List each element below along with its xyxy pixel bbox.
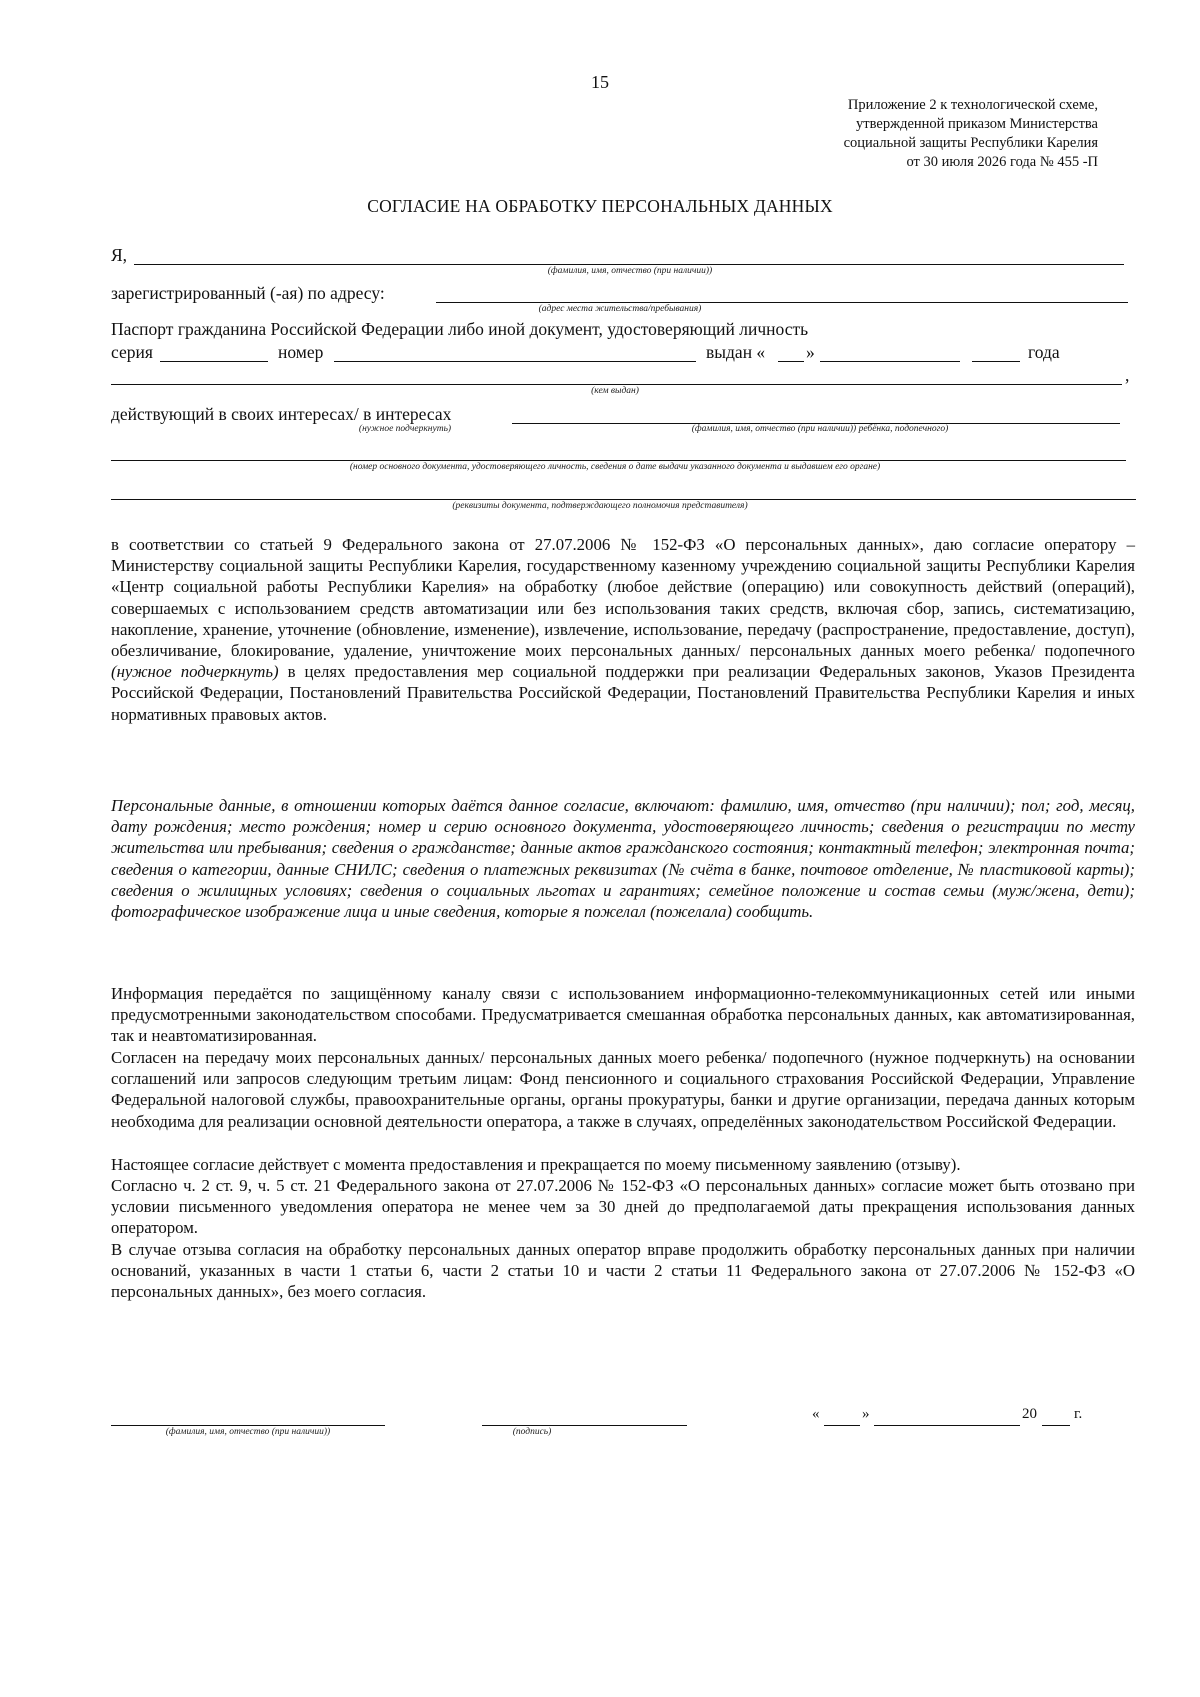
- appendix-line: утвержденной приказом Министерства: [856, 116, 1098, 132]
- page-number: 15: [591, 72, 609, 92]
- series-field[interactable]: [160, 361, 268, 362]
- underline-caption: (нужное подчеркнуть): [358, 424, 452, 434]
- consent-text: в соответствии со статьей 9 Федерального закона от 27.07.2006 № 152-ФЗ «О персональных данных», даю согласие оператору – Министерству социальной защиты Республики Карелия, государственному казенному учреждению социальной защиты Республики Карелия «Центр социальной работы Республики Карелия» на обработку (любое действие (операцию) или совокупность действий (операций), совершаемых с использованием средств автоматизации или без использования таких средств, включая сбор, запись, систематизацию, накопление, хранение, уточнение (обновление, изменение), извлечение, использование, передачу (распространение, предоставление, доступ), обезличивание, блокирование, удаление, уничтожение моих персональных данных/ персональных данных моего ребенка/ подопечного: [111, 535, 1135, 661]
- number-label: номер: [278, 342, 324, 362]
- issued-by-comma: ,: [1125, 365, 1130, 385]
- year-suffix: г.: [1074, 1406, 1083, 1422]
- personal-data-paragraph: Персональные данные, в отношении которых даётся данное согласие, включают: фамилию, имя, отчество (при наличии); пол; год, месяц, дату рождения; место рождения; номер и серию основного документа, удостоверяющего личность; сведения о регистрации по месту жительства или пребывания; сведения о гражданстве; данные актов гражданского состояния; контактный телефон; электронная почта; сведения о категории, данные СНИЛС; сведения о платежных реквизитах (№ счёта в банке, почтовое отделение, № пластиковой карты); сведения о жилищных условиях; сведения о социальных льготах и гарантиях; семейное положение и состав семьи (муж/жена, дети); фотографическое изображение лица и иные сведения, которые я пожелал (пожелала) сообщить.: [111, 796, 1135, 922]
- passport-line: Паспорт гражданина Российской Федерации либо иной документ, удостоверяющий личность: [111, 319, 809, 339]
- series-label: серия: [111, 342, 153, 362]
- issued-month-field[interactable]: [820, 361, 960, 362]
- registered-label: зарегистрированный (-ая) по адресу:: [111, 283, 385, 303]
- issued-year-field[interactable]: [972, 361, 1020, 362]
- document-caption: (номер основного документа, удостоверяющего личность, сведения о дате выдачи указанного документа и выдавшем его органе): [349, 462, 881, 472]
- issued-close: »: [806, 342, 815, 362]
- third-parties-paragraph: Согласен на передачу моих персональных данных/ персональных данных моего ребенка/ подопечного (нужное подчеркнуть) на основании соглашений или запросов следующим третьим лицам: Фонд пенсионного и социального страхования Российской Федерации, Управление Федеральной налоговой службы, правоохранительные органы, органы прокуратуры, банки и другие организации, передача данных которым необходима для реализации основной деятельности оператора, а также в случаях, определённых законодательством Российской Федерации.: [111, 1048, 1135, 1131]
- i-label: Я,: [111, 245, 128, 265]
- document-field[interactable]: [111, 460, 1126, 461]
- consent-text-end: в целях предоставления мер социальной поддержки при реализации Федеральных законов, Указов Президента Российской Федерации, Постановлений Правительства Российской Федерации, Постановлений Правительства Республики Карелия и иных нормативных правовых актов.: [111, 662, 1135, 724]
- revocation-paragraph: Согласно ч. 2 ст. 9, ч. 5 ст. 21 Федерального закона от 27.07.2006 № 152-ФЗ «О персональных данных» согласие может быть отозвано при условии письменного уведомления оператора не менее чем за 30 дней до предполагаемой даты прекращения использования данных оператором.: [111, 1176, 1135, 1238]
- signer-fio-caption: (фамилия, имя, отчество (при наличии)): [165, 1427, 331, 1437]
- year-label: года: [1028, 342, 1060, 362]
- authority-caption: (реквизиты документа, подтверждающего полномочия представителя): [452, 501, 748, 511]
- address-caption: (адрес места жительства/пребывания): [538, 304, 702, 314]
- consent-paragraph: [111, 534, 1135, 725]
- date-open-quote: «: [812, 1406, 820, 1422]
- signature-caption: (подпись): [512, 1427, 552, 1437]
- appendix-line: Приложение 2 к технологической схеме,: [847, 97, 1098, 113]
- date-close-quote: »: [862, 1406, 870, 1422]
- continued-processing-paragraph: В случае отзыва согласия на обработку персональных данных оператор вправе продолжить обработку персональных данных при наличии оснований, указанных в части 1 статьи 6, части 2 статьи 10 и части 2 статьи 11 Федерального закона от 27.07.2006 № 152-ФЗ «О персональных данных», без моего согласия.: [111, 1240, 1135, 1302]
- authority-field[interactable]: [111, 499, 1136, 500]
- appendix-line: социальной защиты Республики Карелия: [843, 135, 1098, 151]
- signer-fio-field[interactable]: [111, 1425, 385, 1426]
- issued-day-field[interactable]: [778, 361, 804, 362]
- fio-caption: (фамилия, имя, отчество (при наличии)): [547, 266, 713, 276]
- validity-paragraph: Настоящее согласие действует с момента предоставления и прекращается по моему письменному заявлению (отзыву).: [111, 1155, 961, 1174]
- date-month-field[interactable]: [874, 1425, 1020, 1426]
- issued-by-field[interactable]: [111, 384, 1122, 385]
- number-field[interactable]: [334, 361, 696, 362]
- acting-label: действующий в своих интересах/ в интересах: [111, 404, 452, 424]
- underline-note: (нужное подчеркнуть): [111, 662, 279, 682]
- address-field[interactable]: [436, 302, 1128, 303]
- appendix-line: от 30 июля 2026 года № 455 -П: [906, 154, 1098, 170]
- child-caption: (фамилия, имя, отчество (при наличии)) ребёнка, подопечного): [691, 424, 949, 434]
- transfer-channel-paragraph: Информация передаётся по защищённому каналу связи с использованием информационно-телекоммуникационных сетей или иными предусмотренными законодательством способами. Предусматривается смешанная обработка персональных данных, как автоматизированная, так и неавтоматизированная.: [111, 984, 1135, 1046]
- signature-field[interactable]: [482, 1425, 687, 1426]
- appendix-note: [678, 96, 1098, 172]
- issued-by-caption: (кем выдан): [591, 386, 639, 396]
- date-day-field[interactable]: [824, 1425, 860, 1426]
- document-title: СОГЛАСИЕ НА ОБРАБОТКУ ПЕРСОНАЛЬНЫХ ДАННЫХ: [367, 196, 833, 216]
- year-prefix: 20: [1022, 1406, 1037, 1422]
- date-year-field[interactable]: [1042, 1425, 1070, 1426]
- fio-field[interactable]: [134, 264, 1124, 265]
- issued-label: выдан «: [706, 342, 766, 362]
